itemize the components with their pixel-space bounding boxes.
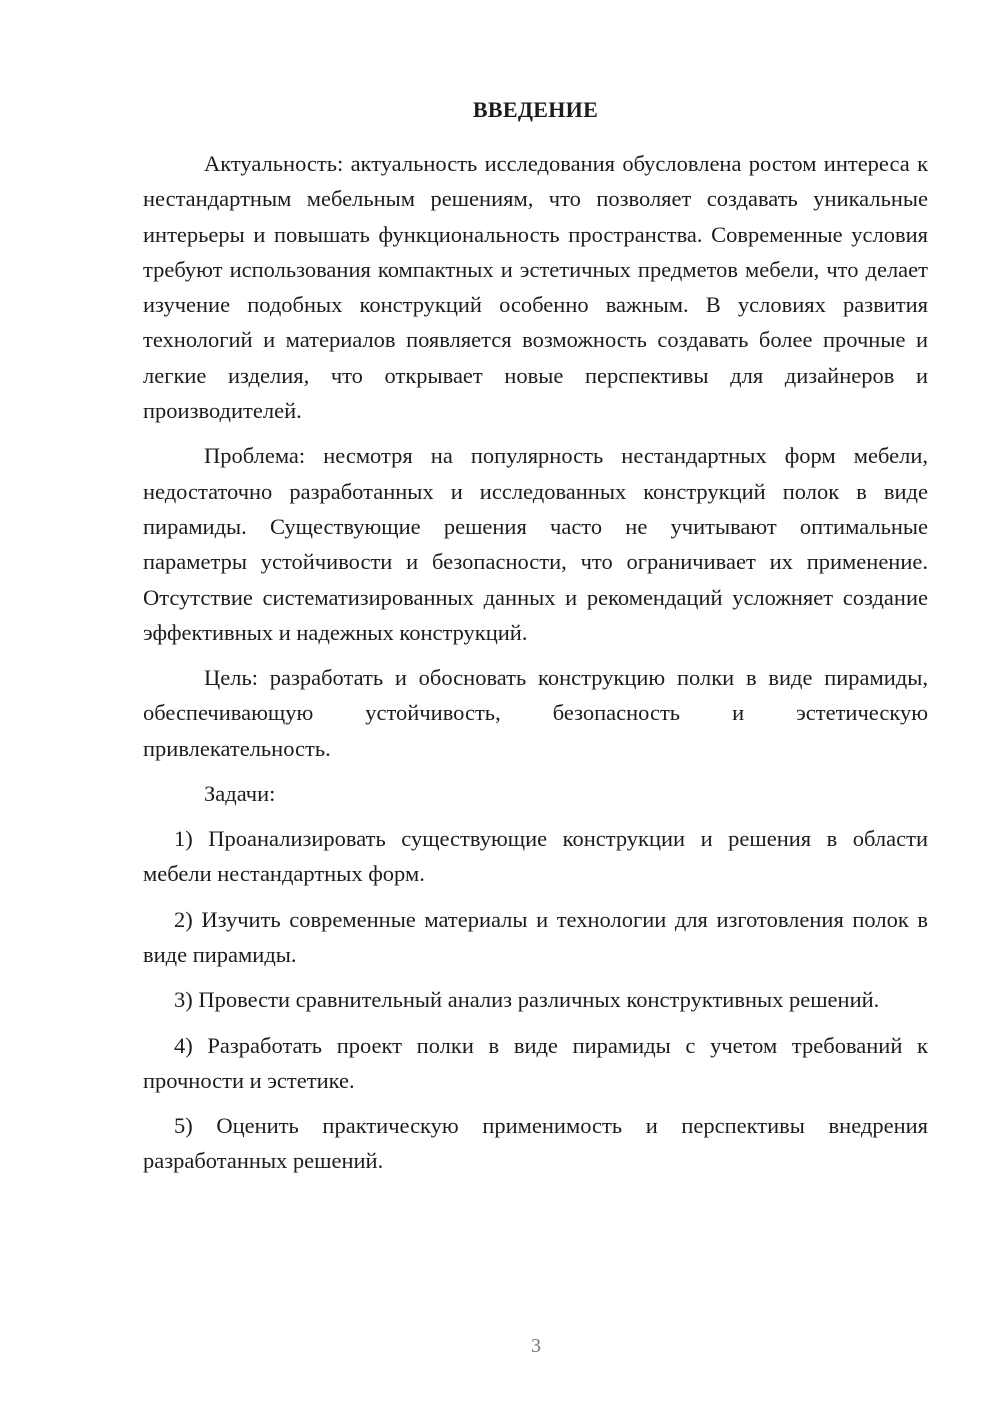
task-item-4: 4) Разработать проект полки в виде пирамиды с учетом требований к прочности и эстетике. — [143, 1032, 928, 1093]
tasks-label: Задачи: — [204, 781, 276, 807]
task-item-3: 3) Провести сравнительный анализ различных конструктивных решений. — [174, 987, 880, 1013]
paragraph-problem: Проблема: несмотря на популярность нестандартных форм мебели, недостаточно разработанных и исследованных конструкций полок в виде пирамиды. Существующие решения часто не учитывают оптимальные параметры устойчивости и безопасности, что ограничивает их применение. Отсутствие систематизированных данных и рекомендаций усложняет создание эффективных и надежных конструкций. — [143, 443, 928, 645]
page-content — [143, 96, 928, 1189]
task-item-5: 5) Оценить практическую применимость и перспективы внедрения разработанных решений. — [143, 1113, 928, 1174]
page-number: 3 — [531, 1335, 541, 1357]
task-item-2: 2) Изучить современные материалы и технологии для изготовления полок в виде пирамиды. — [143, 906, 928, 967]
task-item-1: 1) Проанализировать существующие конструкции и решения в области мебели нестандартных форм. — [143, 826, 928, 887]
paragraph-goal: Цель: разработать и обосновать конструкцию полки в виде пирамиды, обеспечивающую устойчивость, безопасность и эстетическую привлекательность. — [143, 665, 928, 761]
paragraph-relevance: Актуальность: актуальность исследования обусловлена ростом интереса к нестандартным мебельным решениям, что позволяет создавать уникальные интерьеры и повышать функциональность пространства. Современные условия требуют использования компактных и эстетичных предметов мебели, что делает изучение подобных конструкций особенно важным. В условиях развития технологий и материалов появляется возможность создавать более прочные и легкие изделия, что открывает новые перспективы для дизайнеров и производителей. — [143, 151, 928, 424]
section-title: ВВЕДЕНИЕ — [472, 97, 599, 122]
